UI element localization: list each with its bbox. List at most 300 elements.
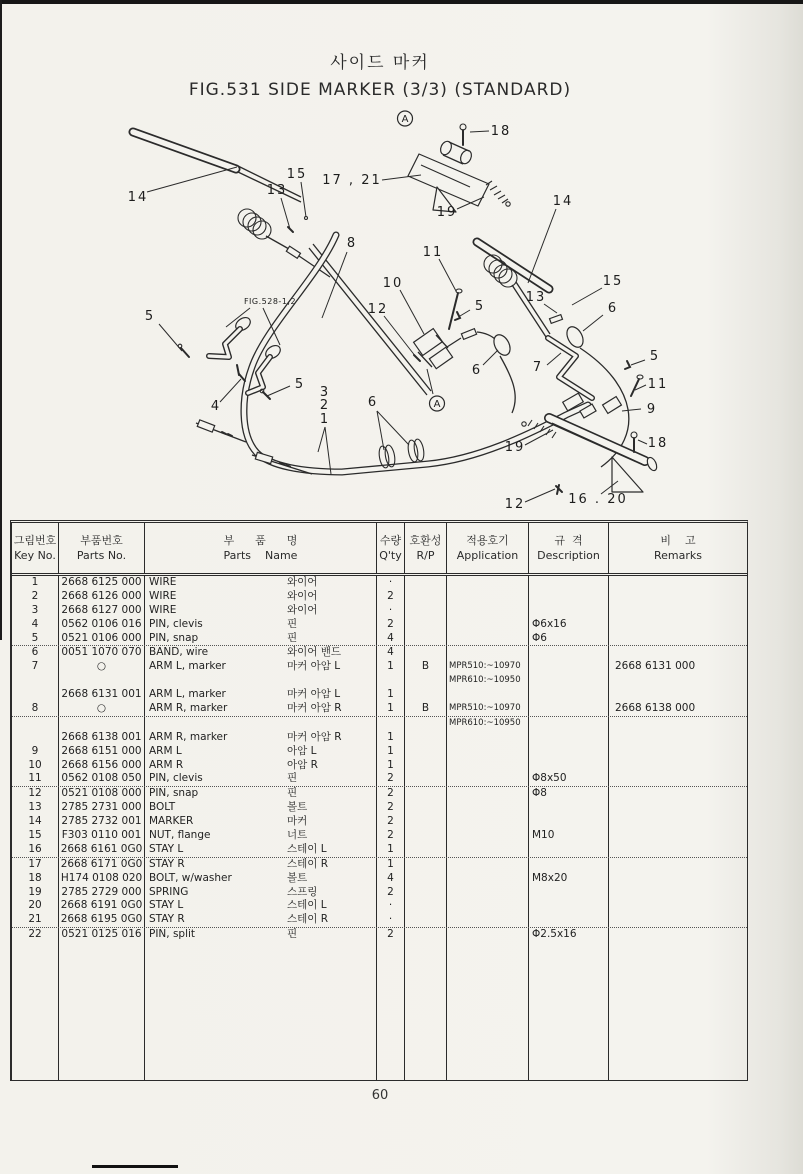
callout-6: 6: [607, 301, 619, 316]
cell-remarks: [608, 618, 747, 632]
cell-qty: 2: [376, 787, 404, 801]
leader-line: [322, 252, 347, 318]
cell-qty: 4: [376, 632, 404, 646]
part-name-en: BOLT: [149, 801, 176, 814]
leader-line: [631, 360, 645, 365]
callout-5: 5: [294, 377, 306, 392]
cell-application: [446, 815, 528, 829]
callout-7: 7: [532, 360, 544, 375]
cell-parts-no: 2668 6191 0G0: [58, 899, 144, 913]
cell-description: [528, 576, 608, 590]
table-row: [12, 759, 747, 773]
cell-qty: 1: [376, 702, 404, 716]
cell-remarks: [608, 731, 747, 745]
cell-parts-name: [144, 858, 376, 872]
callout-10: 10: [382, 276, 404, 291]
leader-line: [159, 324, 182, 351]
callout-11: 11: [647, 377, 669, 392]
cell-key-no: [12, 731, 58, 745]
col-header-parts-no: 부품번호 Parts No.: [58, 523, 144, 573]
part-name-kr: 스프링: [287, 885, 318, 898]
cell-qty: ·: [376, 899, 404, 913]
cell-qty: [376, 717, 404, 731]
cell-parts-no: [58, 717, 144, 731]
cell-application: [446, 646, 528, 660]
cell-parts-name: [144, 787, 376, 801]
part-name-kr: 와이어: [287, 589, 318, 602]
cell-key-no: [12, 674, 58, 688]
cell-remarks: 2668 6138 000: [608, 702, 747, 716]
cell-rp: [404, 674, 446, 688]
part-name-en: ARM R, marker: [149, 702, 228, 715]
cell-key-no: [12, 717, 58, 731]
cell-remarks: [608, 576, 747, 590]
cell-rp: [404, 632, 446, 646]
cell-application: [446, 843, 528, 857]
cell-key-no: 6: [31, 646, 39, 659]
cell-rp: B: [404, 660, 446, 674]
table-row: [12, 772, 747, 787]
cell-parts-no: 2785 2732 001: [58, 815, 144, 829]
cell-parts-no: H174 0108 020: [58, 872, 144, 886]
part-name-kr: 스테이 R: [287, 857, 329, 870]
part-name-kr: 스테이 R: [287, 913, 329, 926]
leader-line: [439, 259, 456, 291]
cell-rp: [404, 928, 446, 942]
callout-5: 5: [649, 349, 661, 364]
parts-table: [10, 520, 748, 1081]
cell-description: [528, 717, 608, 731]
part-name-kr: 핀: [287, 631, 298, 644]
leader-line: [147, 167, 237, 192]
cell-application: [446, 787, 528, 801]
cell-key-no: 7: [31, 660, 39, 673]
part-name-en: STAY R: [149, 913, 185, 926]
part-name-kr: 아암 L: [287, 744, 317, 757]
cell-parts-name: [144, 717, 376, 731]
table-row: [12, 815, 747, 829]
cell-qty: 2: [376, 928, 404, 942]
cell-application: MPR510:~10970: [446, 702, 528, 716]
cell-description: [528, 604, 608, 618]
table-row: [12, 618, 747, 632]
part-name-en: ARM L: [149, 744, 182, 757]
cell-rp: [404, 772, 446, 786]
cell-key-no: 10: [28, 758, 42, 771]
table-filler-row: [12, 942, 747, 1080]
cell-key-no: 19: [28, 885, 42, 898]
cell-key-no: 16: [28, 842, 42, 855]
cell-qty: 1: [376, 843, 404, 857]
cell-rp: [404, 646, 446, 660]
cell-parts-name: [144, 928, 376, 942]
part-name-en: ARM L, marker: [149, 660, 226, 673]
cell-application: [446, 688, 528, 702]
cell-parts-no: 2668 6131 001: [58, 688, 144, 702]
part-name-kr: 볼트: [287, 801, 308, 814]
table-row: [12, 604, 747, 618]
cell-application: [446, 632, 528, 646]
cell-qty: 2: [376, 815, 404, 829]
scan-edge-left: [0, 0, 2, 640]
part-name-en: WIRE: [149, 589, 177, 602]
cell-parts-no: 2668 6126 000: [58, 590, 144, 604]
leader-line: [301, 182, 306, 217]
cell-parts-no: 2668 6151 000: [58, 745, 144, 759]
cell-parts-name: [144, 913, 376, 927]
part-name-en: NUT, flange: [149, 829, 211, 842]
cell-qty: 2: [376, 829, 404, 843]
cell-rp: [404, 913, 446, 927]
parts-diagram: [0, 105, 803, 517]
cell-key-no: [12, 688, 58, 702]
cell-description: [528, 688, 608, 702]
cell-parts-no: 2668 6125 000: [58, 576, 144, 590]
part-name-en: PIN, snap: [149, 631, 199, 644]
cell-parts-no: 2668 6127 000: [58, 604, 144, 618]
cell-rp: [404, 618, 446, 632]
callout-14: 14: [127, 190, 149, 205]
scan-edge-top: [0, 0, 803, 4]
callout-6: 6: [471, 363, 483, 378]
cell-qty: 1: [376, 731, 404, 745]
callout-A: A: [433, 399, 441, 410]
cell-description: [528, 886, 608, 900]
cell-parts-name: [144, 590, 376, 604]
cell-remarks: [608, 858, 747, 872]
cell-parts-name: [144, 829, 376, 843]
part-name-kr: 볼트: [287, 871, 308, 884]
col-header-parts-name: 부 품 명 Parts Name: [144, 523, 376, 573]
col-header-remarks: 비 고 Remarks: [608, 523, 747, 573]
cell-parts-no: 2668 6195 0G0: [58, 913, 144, 927]
cell-rp: [404, 717, 446, 731]
cell-description: [528, 858, 608, 872]
part-name-en: WIRE: [149, 576, 177, 588]
cell-parts-name: [144, 576, 376, 590]
part-name-kr: 핀: [287, 617, 298, 630]
cell-description: [528, 815, 608, 829]
leader-line: [460, 310, 470, 316]
part-name-en: BOLT, w/washer: [149, 871, 232, 884]
diagram-art: [133, 124, 659, 494]
table-row: [12, 674, 747, 688]
table-row: [12, 829, 747, 843]
part-name-kr: 아암 R: [287, 758, 318, 771]
part-name-en: PIN, clevis: [149, 772, 203, 785]
cell-parts-no: 0521 0106 000: [58, 632, 144, 646]
part-name-en: MARKER: [149, 815, 194, 828]
cell-parts-name: [144, 660, 376, 674]
cell-key-no: 11: [28, 772, 42, 785]
leader-line: [638, 440, 647, 444]
col-header-application: 적용호기 Application: [446, 523, 528, 573]
cell-remarks: [608, 590, 747, 604]
leader-line: [525, 489, 555, 502]
cell-remarks: [608, 632, 747, 646]
cell-parts-no: 0521 0108 000: [58, 787, 144, 801]
cell-key-no: 12: [28, 787, 42, 800]
cell-description: [528, 660, 608, 674]
cell-key-no: 18: [28, 871, 42, 884]
cell-remarks: 2668 6131 000: [608, 660, 747, 674]
cell-remarks: [608, 745, 747, 759]
cell-description: [528, 801, 608, 815]
cell-application: [446, 731, 528, 745]
cell-qty: 2: [376, 772, 404, 786]
cell-qty: ·: [376, 576, 404, 590]
callout-12: 12: [367, 302, 389, 317]
cell-qty: 2: [376, 618, 404, 632]
callout-1: 1: [319, 412, 331, 427]
callout-6: 6: [367, 395, 379, 410]
table-row: [12, 702, 747, 717]
callout-18: 18: [647, 436, 669, 451]
cell-rp: [404, 801, 446, 815]
part-name-kr: 와이어: [287, 603, 318, 616]
cell-parts-name: [144, 872, 376, 886]
leader-line: [267, 386, 290, 396]
cell-parts-name: [144, 646, 376, 660]
cell-remarks: [608, 843, 747, 857]
cell-key-no: 3: [31, 603, 39, 616]
cell-rp: [404, 731, 446, 745]
cell-application: [446, 886, 528, 900]
cell-application: MPR610:~10950: [446, 674, 528, 688]
cell-qty: 4: [376, 872, 404, 886]
part-name-en: ARM R: [149, 758, 184, 771]
callout-5: 5: [474, 299, 486, 314]
cell-description: [528, 590, 608, 604]
callout-9: 9: [646, 402, 658, 417]
cell-parts-name: [144, 604, 376, 618]
cell-application: [446, 858, 528, 872]
cell-rp: [404, 872, 446, 886]
leader-line: [384, 316, 416, 357]
cell-key-no: 15: [28, 829, 42, 842]
table-row: [12, 801, 747, 815]
cell-description: Φ6x16: [528, 618, 608, 632]
callout-13: 13: [266, 183, 288, 198]
cell-qty: 2: [376, 590, 404, 604]
part-name-en: STAY L: [149, 842, 184, 855]
cell-application: [446, 913, 528, 927]
cell-rp: [404, 829, 446, 843]
cell-description: M8x20: [528, 872, 608, 886]
cell-parts-name: [144, 886, 376, 900]
cell-parts-no: 0562 0106 016: [58, 618, 144, 632]
cell-parts-name: [144, 702, 376, 716]
cell-parts-no: ○: [58, 660, 144, 674]
cell-application: [446, 801, 528, 815]
cell-parts-no: ○: [58, 702, 144, 716]
cell-rp: [404, 843, 446, 857]
table-row: [12, 632, 747, 647]
cell-description: [528, 702, 608, 716]
cell-parts-no: 2668 6138 001: [58, 731, 144, 745]
cell-parts-no: 2785 2729 000: [58, 886, 144, 900]
callout-A: A: [401, 114, 409, 125]
cell-key-no: 5: [31, 631, 39, 644]
cell-rp: [404, 899, 446, 913]
cell-parts-no: 0521 0125 016: [58, 928, 144, 942]
part-name-en: BAND, wire: [149, 646, 209, 659]
part-name-en: WIRE: [149, 603, 177, 616]
cell-application: [446, 872, 528, 886]
callout-14: 14: [552, 194, 574, 209]
cell-qty: 4: [376, 646, 404, 660]
leader-line: [622, 409, 641, 411]
cell-application: [446, 829, 528, 843]
part-name-kr: 마커 아암 L: [287, 688, 341, 701]
table-row: [12, 787, 747, 801]
callout-5: 5: [144, 309, 156, 324]
cell-application: [446, 618, 528, 632]
cell-parts-no: [58, 674, 144, 688]
cell-rp: [404, 745, 446, 759]
col-header-rp: 호환성 R/P: [404, 523, 446, 573]
cell-remarks: [608, 886, 747, 900]
col-header-qty: 수량 Q'ty: [376, 523, 404, 573]
cell-qty: [376, 674, 404, 688]
table-row: [12, 928, 747, 942]
part-name-kr: 스테이 L: [287, 842, 327, 855]
cell-remarks: [608, 772, 747, 786]
cell-description: [528, 843, 608, 857]
title-english: FIG.531 SIDE MARKER (3/3) (STANDARD): [188, 80, 572, 100]
col-header-key: 그림번호 Key No.: [13, 534, 57, 562]
part-name-kr: 핀: [287, 772, 298, 785]
part-name-kr: 핀: [287, 928, 298, 941]
cell-parts-name: [144, 801, 376, 815]
cell-remarks: [608, 899, 747, 913]
page-number: 60: [371, 1088, 389, 1103]
part-name-kr: 너트: [287, 829, 308, 842]
table-row: [12, 913, 747, 928]
cell-key-no: 9: [31, 744, 39, 757]
cell-rp: [404, 688, 446, 702]
cell-key-no: 14: [28, 815, 42, 828]
cell-application: [446, 576, 528, 590]
cell-parts-name: [144, 632, 376, 646]
cell-remarks: [608, 829, 747, 843]
cell-qty: 1: [376, 759, 404, 773]
part-name-en: ARM L, marker: [149, 688, 226, 701]
cell-rp: [404, 576, 446, 590]
cell-rp: [404, 590, 446, 604]
cell-key-no: 20: [28, 899, 42, 912]
table-row: [12, 843, 747, 858]
cell-parts-no: 2785 2731 000: [58, 801, 144, 815]
leader-line: [547, 353, 561, 365]
callout-FIG-528-1-2: FIG.528-1,2: [243, 297, 297, 306]
title-korean: 사이드 마커: [330, 53, 430, 73]
leader-line: [528, 209, 556, 283]
cell-parts-name: [144, 674, 376, 688]
cell-remarks: [608, 928, 747, 942]
cell-application: [446, 772, 528, 786]
page-titles: [0, 48, 760, 100]
leader-line: [470, 131, 489, 132]
cell-parts-no: 0562 0108 050: [58, 772, 144, 786]
part-name-en: SPRING: [149, 885, 189, 898]
leader-line: [583, 315, 603, 331]
cell-remarks: [608, 646, 747, 660]
cell-parts-name: [144, 772, 376, 786]
table-row: [12, 660, 747, 674]
cell-remarks: [608, 604, 747, 618]
part-name-en: PIN, snap: [149, 787, 199, 800]
cell-description: [528, 899, 608, 913]
cell-application: [446, 745, 528, 759]
part-name-en: ARM R, marker: [149, 730, 228, 743]
part-name-kr: 마커 아암 R: [287, 730, 342, 743]
cell-qty: 2: [376, 801, 404, 815]
cell-qty: 1: [376, 660, 404, 674]
cell-key-no: 17: [28, 857, 42, 870]
cell-description: [528, 745, 608, 759]
cell-remarks: [608, 674, 747, 688]
part-name-kr: 핀: [287, 787, 298, 800]
part-name-kr: 마커: [287, 815, 308, 828]
cell-parts-name: [144, 759, 376, 773]
cell-remarks: [608, 787, 747, 801]
cell-application: [446, 899, 528, 913]
cell-key-no: 22: [28, 928, 42, 941]
cell-description: [528, 674, 608, 688]
callout-13: 13: [525, 290, 547, 305]
cell-rp: [404, 886, 446, 900]
part-name-en: PIN, clevis: [149, 617, 203, 630]
table-row: [12, 745, 747, 759]
cell-key-no: 2: [31, 589, 39, 602]
part-name-kr: 와이어: [287, 576, 318, 588]
table-row: [12, 731, 747, 745]
part-name-en: STAY L: [149, 899, 184, 912]
cell-remarks: [608, 717, 747, 731]
cell-description: [528, 646, 608, 660]
cell-parts-name: [144, 688, 376, 702]
cell-parts-no: 2668 6161 0G0: [58, 843, 144, 857]
cell-qty: 1: [376, 688, 404, 702]
callout-3: 3: [319, 385, 331, 400]
cell-remarks: [608, 913, 747, 927]
cell-key-no: 1: [31, 576, 39, 588]
callout-16-20: 16 . 20: [568, 492, 628, 507]
cell-rp: B: [404, 702, 446, 716]
cell-qty: ·: [376, 604, 404, 618]
cell-rp: [404, 815, 446, 829]
callout-11: 11: [422, 245, 444, 260]
cell-application: MPR610:~10950: [446, 717, 528, 731]
cell-description: Φ8x50: [528, 772, 608, 786]
part-name-kr: 마커 아암 L: [287, 660, 341, 673]
cell-application: [446, 759, 528, 773]
table-body: [12, 576, 747, 942]
cell-qty: 1: [376, 858, 404, 872]
scan-edge-mark: [92, 1165, 178, 1168]
part-name-en: PIN, split: [149, 928, 196, 941]
callout-8: 8: [346, 236, 358, 251]
part-name-kr: 마커 아암 R: [287, 702, 342, 715]
part-name-kr: 와이어 밴드: [287, 646, 342, 659]
cell-application: [446, 928, 528, 942]
table-row: [12, 858, 747, 872]
part-name-kr: 스테이 L: [287, 899, 327, 912]
cell-remarks: [608, 801, 747, 815]
cell-description: Φ8: [528, 787, 608, 801]
callout-17-21: 17 , 21: [322, 173, 382, 188]
